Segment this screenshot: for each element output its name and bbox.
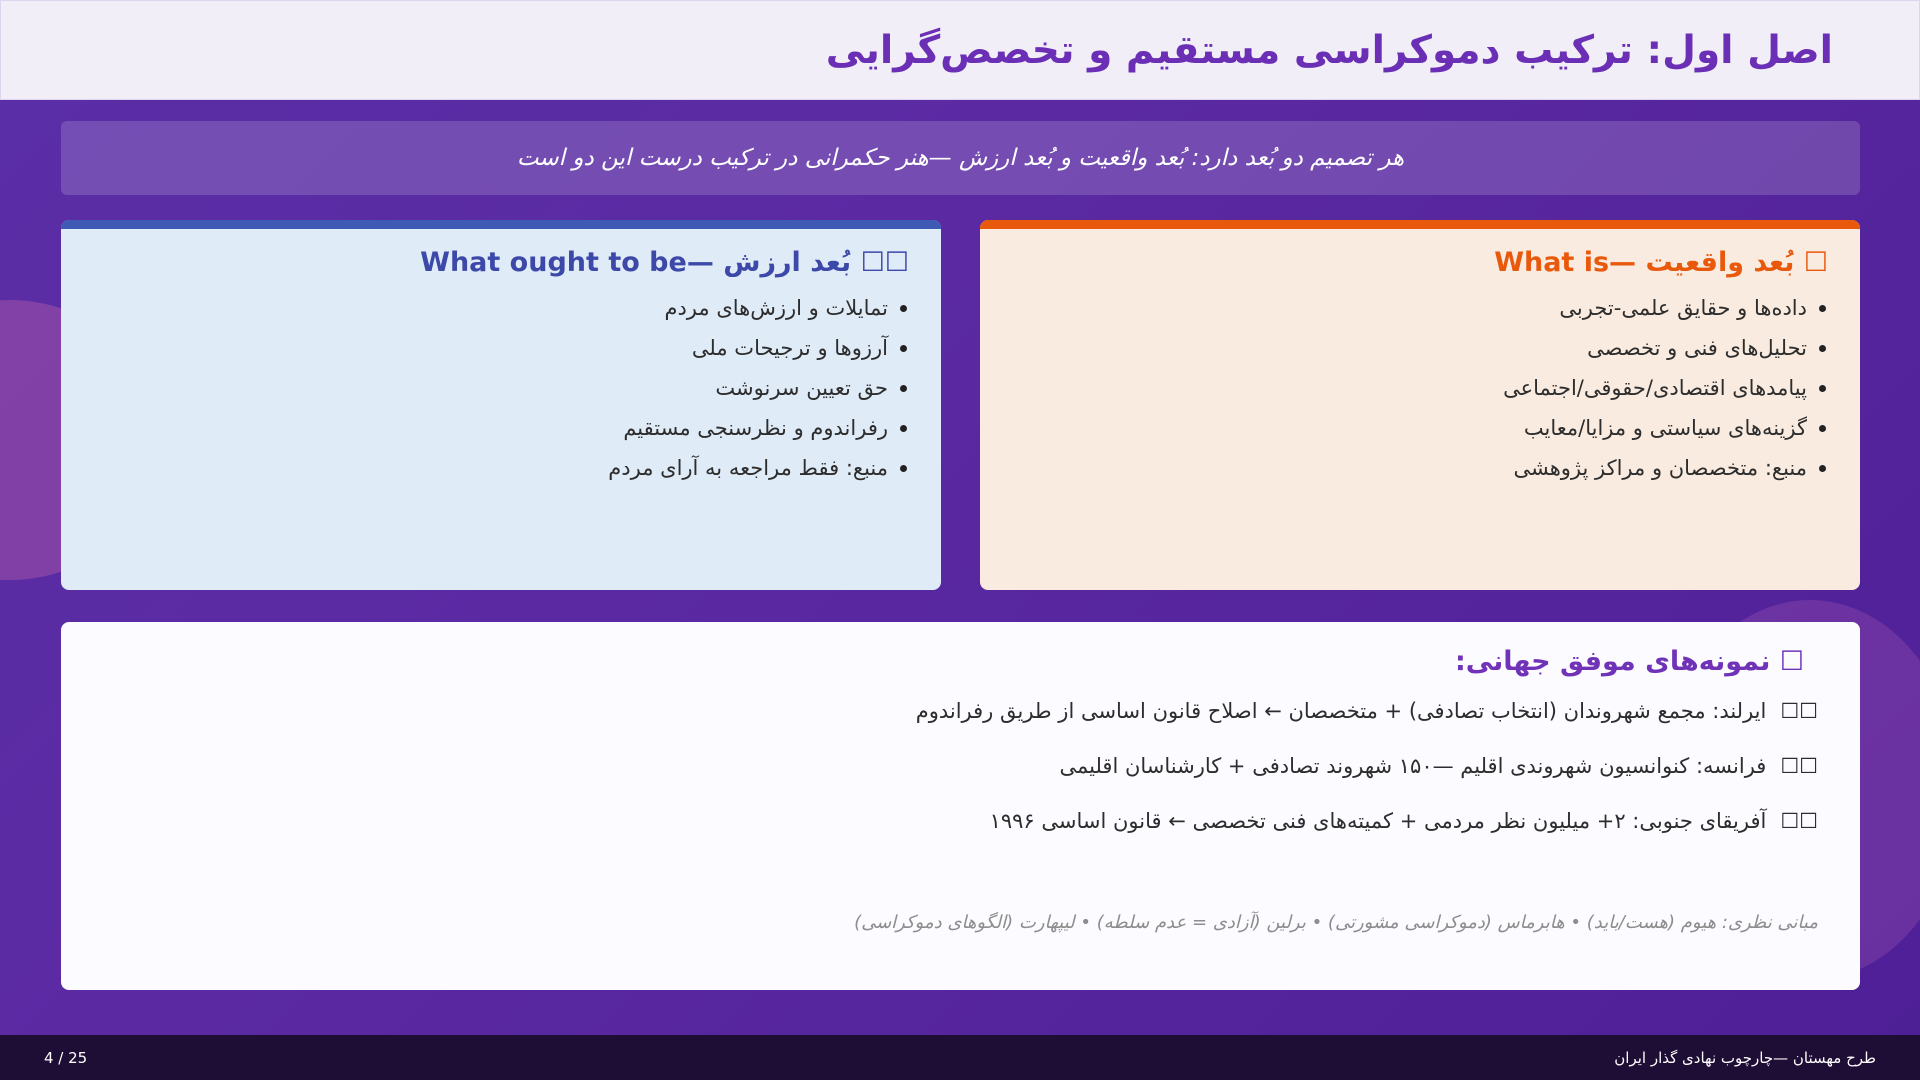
list-item-text: رفراندوم و نظرسنجی مستقیم — [623, 416, 888, 440]
bullet-icon — [900, 465, 907, 472]
card-accent-bar — [61, 220, 941, 229]
page-number: 4 / 25 — [44, 1048, 88, 1067]
list-item-text: حق تعیین سرنوشت — [715, 376, 888, 400]
example-row — [103, 684, 1818, 739]
list-item — [1014, 368, 1826, 408]
example-row — [103, 794, 1818, 849]
list-item-text: منبع: فقط مراجعه به آرای مردم — [608, 456, 888, 480]
fact-list — [980, 278, 1860, 488]
list-item-text: تمایلات و ارزش‌های مردم — [664, 296, 888, 320]
list-item — [95, 288, 907, 328]
list-item — [1014, 408, 1826, 448]
bullet-icon — [1819, 345, 1826, 352]
examples-title: ☐ نمونه‌های موفق جهانی: — [1454, 646, 1804, 677]
examples-panel — [61, 622, 1860, 990]
list-item-text: آرزوها و ترجیحات ملی — [691, 336, 888, 360]
bullet-icon — [900, 345, 907, 352]
bullet-icon — [900, 425, 907, 432]
list-item — [1014, 328, 1826, 368]
value-card-title: ☐☐ بُعد ارزش —What ought to be — [420, 247, 909, 278]
slide-title: اصل اول: ترکیب دموکراسی مستقیم و تخصص‌گرایی — [825, 27, 1833, 73]
list-item — [95, 328, 907, 368]
bullet-icon — [1819, 425, 1826, 432]
bullet-icon — [1819, 465, 1826, 472]
slide-footer — [0, 1035, 1920, 1080]
flag-icon: ☐☐ — [1780, 699, 1818, 723]
list-item-text: تحلیل‌های فنی و تخصصی — [1587, 336, 1807, 360]
value-dimension-card — [61, 220, 941, 590]
list-item-text: پیامدهای اقتصادی/حقوقی/اجتماعی — [1503, 376, 1807, 400]
value-list — [61, 278, 941, 488]
example-row — [103, 739, 1818, 794]
list-item — [95, 368, 907, 408]
list-item — [95, 408, 907, 448]
references-text: مبانی نظری: هیوم (هست/باید) • هابرماس (دموکراسی مشورتی) • برلین (آزادی = عدم سلطه) • لیپهارت (الگوهای دموکراسی) — [854, 912, 1818, 933]
example-text: ایرلند: مجمع شهروندان (انتخاب تصادفی) + متخصصان ← اصلاح قانون اساسی از طریق رفراندوم — [915, 699, 1767, 723]
footer-brand: طرح مهستان —چارچوب نهادی گذار ایران — [1614, 1048, 1876, 1067]
subtitle-text: هر تصمیم دو بُعد دارد: بُعد واقعیت و بُعد ارزش —هنر حکمرانی در ترکیب درست این دو است — [516, 145, 1405, 171]
bullet-icon — [1819, 305, 1826, 312]
fact-card-title: ☐ بُعد واقعیت —What is — [1494, 247, 1828, 278]
subtitle-banner — [61, 121, 1860, 195]
bullet-icon — [1819, 385, 1826, 392]
card-accent-bar — [980, 220, 1860, 229]
bullet-icon — [900, 305, 907, 312]
list-item-text: گزینه‌های سیاستی و مزایا/معایب — [1523, 416, 1807, 440]
bullet-icon — [900, 385, 907, 392]
slide-header — [0, 0, 1920, 100]
flag-icon: ☐☐ — [1780, 809, 1818, 833]
flag-icon: ☐☐ — [1780, 754, 1818, 778]
example-text: فرانسه: کنوانسیون شهروندی اقلیم —۱۵۰ شهروند تصادفی + کارشناسان اقلیمی — [1059, 754, 1767, 778]
list-item — [95, 448, 907, 488]
list-item-text: داده‌ها و حقایق علمی-تجربی — [1559, 296, 1807, 320]
fact-dimension-card — [980, 220, 1860, 590]
example-text: آفریقای جنوبی: ۲+ میلیون نظر مردمی + کمیته‌های فنی تخصصی ← قانون اساسی ۱۹۹۶ — [989, 809, 1767, 833]
list-item — [1014, 448, 1826, 488]
list-item — [1014, 288, 1826, 328]
list-item-text: منبع: متخصصان و مراکز پژوهشی — [1513, 456, 1807, 480]
